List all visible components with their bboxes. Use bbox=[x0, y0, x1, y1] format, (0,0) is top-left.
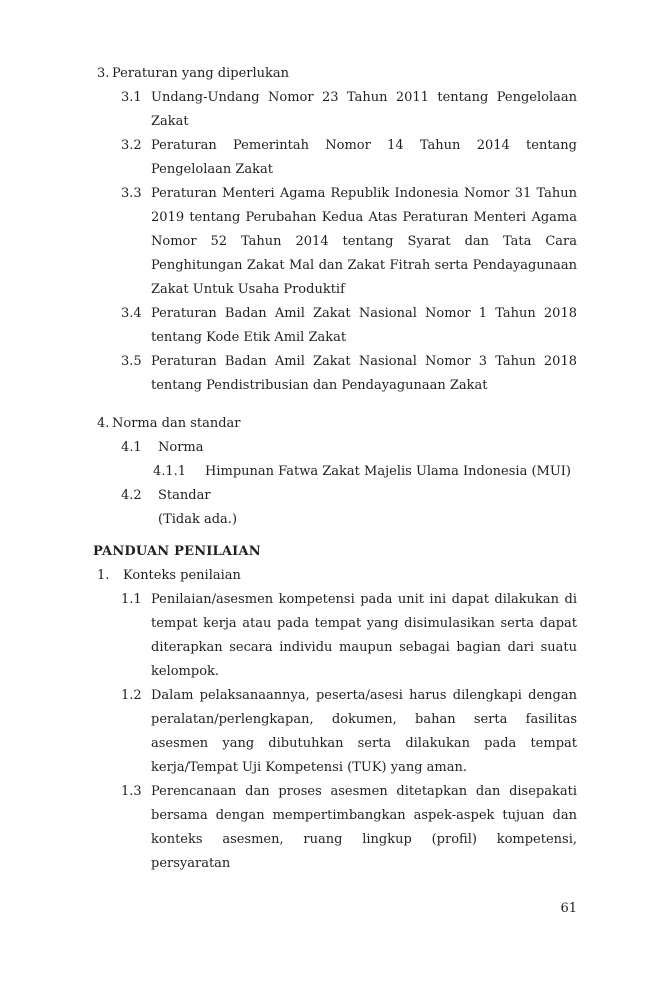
list-item bbox=[121, 182, 577, 302]
list-item-norma-sub bbox=[153, 460, 577, 484]
item-label: Standar bbox=[158, 488, 211, 503]
section-title: Norma dan standar bbox=[112, 416, 241, 431]
item-text: Peraturan Pemerintah Nomor 14 Tahun 2014 tentang Pengelolaan Zakat bbox=[151, 138, 577, 177]
item-text: Undang-Undang Nomor 23 Tahun 2011 tentang Pengelolaan Zakat bbox=[151, 90, 577, 129]
list-item bbox=[121, 134, 577, 182]
item-number: 4.1 bbox=[121, 440, 142, 455]
item-number: 1.3 bbox=[121, 784, 142, 799]
item-text: Penilaian/asesmen kompetensi pada unit ini dapat dilakukan di tempat kerja atau pada tempat yang disimulasikan serta dapat diterapkan secara individu maupun sebagai bagian dari suatu kelompok. bbox=[151, 592, 577, 679]
standar-note bbox=[158, 508, 577, 532]
section-3 bbox=[93, 62, 577, 398]
section-number: 4. bbox=[97, 416, 110, 431]
panduan-section-1 bbox=[93, 564, 577, 876]
item-number: 3.3 bbox=[121, 186, 142, 201]
item-number: 1.2 bbox=[121, 688, 142, 703]
list-item bbox=[121, 302, 577, 350]
item-text: Himpunan Fatwa Zakat Majelis Ulama Indonesia (MUI) bbox=[205, 464, 571, 479]
list-item bbox=[121, 780, 577, 876]
list-item-norma bbox=[121, 436, 577, 460]
list-item bbox=[121, 684, 577, 780]
item-number: 4.2 bbox=[121, 488, 142, 503]
panduan-penilaian-heading: PANDUAN PENILAIAN bbox=[93, 544, 261, 559]
item-number: 3.4 bbox=[121, 306, 142, 321]
note-text: (Tidak ada.) bbox=[158, 512, 238, 527]
section-title: Peraturan yang diperlukan bbox=[112, 66, 290, 81]
item-number: 3.1 bbox=[121, 90, 142, 105]
section-title: Konteks penilaian bbox=[123, 568, 241, 583]
item-number: 1.1 bbox=[121, 592, 142, 607]
item-number: 3.2 bbox=[121, 138, 142, 153]
section-number: 1. bbox=[97, 568, 110, 583]
item-number: 4.1.1 bbox=[153, 464, 187, 479]
item-text: Dalam pelaksanaannya, peserta/asesi harus dilengkapi dengan peralatan/perlengkapan, dokumen, bahan serta fasilitas asesmen yang dibutuhkan serta dilakukan pada tempat kerja/Tempat Uji Kompetensi (TUK) yang aman. bbox=[151, 688, 577, 775]
item-number: 3.5 bbox=[121, 354, 142, 369]
section-3-title-row bbox=[93, 62, 577, 86]
list-item bbox=[121, 86, 577, 134]
section-4-title-row bbox=[93, 412, 577, 436]
page-number: 61 bbox=[560, 901, 577, 916]
item-text: Perencanaan dan proses asesmen ditetapkan dan disepakati bersama dengan mempertimbangkan aspek-aspek tujuan dan konteks asesmen, ruang lingkup (profil) kompetensi, persyaratan bbox=[151, 784, 577, 871]
section-1-title-row bbox=[93, 564, 577, 588]
item-text: Peraturan Menteri Agama Republik Indonesia Nomor 31 Tahun 2019 tentang Perubahan Kedua Atas Peraturan Menteri Agama Nomor 52 Tahun 2014 tentang Syarat dan Tata Cara Penghitungan Zakat Mal dan Zakat Fitrah serta Pendayagunaan Zakat Untuk Usaha Produktif bbox=[151, 186, 577, 297]
list-item-standar bbox=[121, 484, 577, 508]
section-4 bbox=[93, 412, 577, 532]
section-number: 3. bbox=[97, 66, 110, 81]
item-text: Peraturan Badan Amil Zakat Nasional Nomor 3 Tahun 2018 tentang Pendistribusian dan Pendayagunaan Zakat bbox=[151, 354, 577, 393]
list-item bbox=[121, 588, 577, 684]
list-item bbox=[121, 350, 577, 398]
item-text: Peraturan Badan Amil Zakat Nasional Nomor 1 Tahun 2018 tentang Kode Etik Amil Zakat bbox=[151, 306, 577, 345]
item-label: Norma bbox=[158, 440, 204, 455]
